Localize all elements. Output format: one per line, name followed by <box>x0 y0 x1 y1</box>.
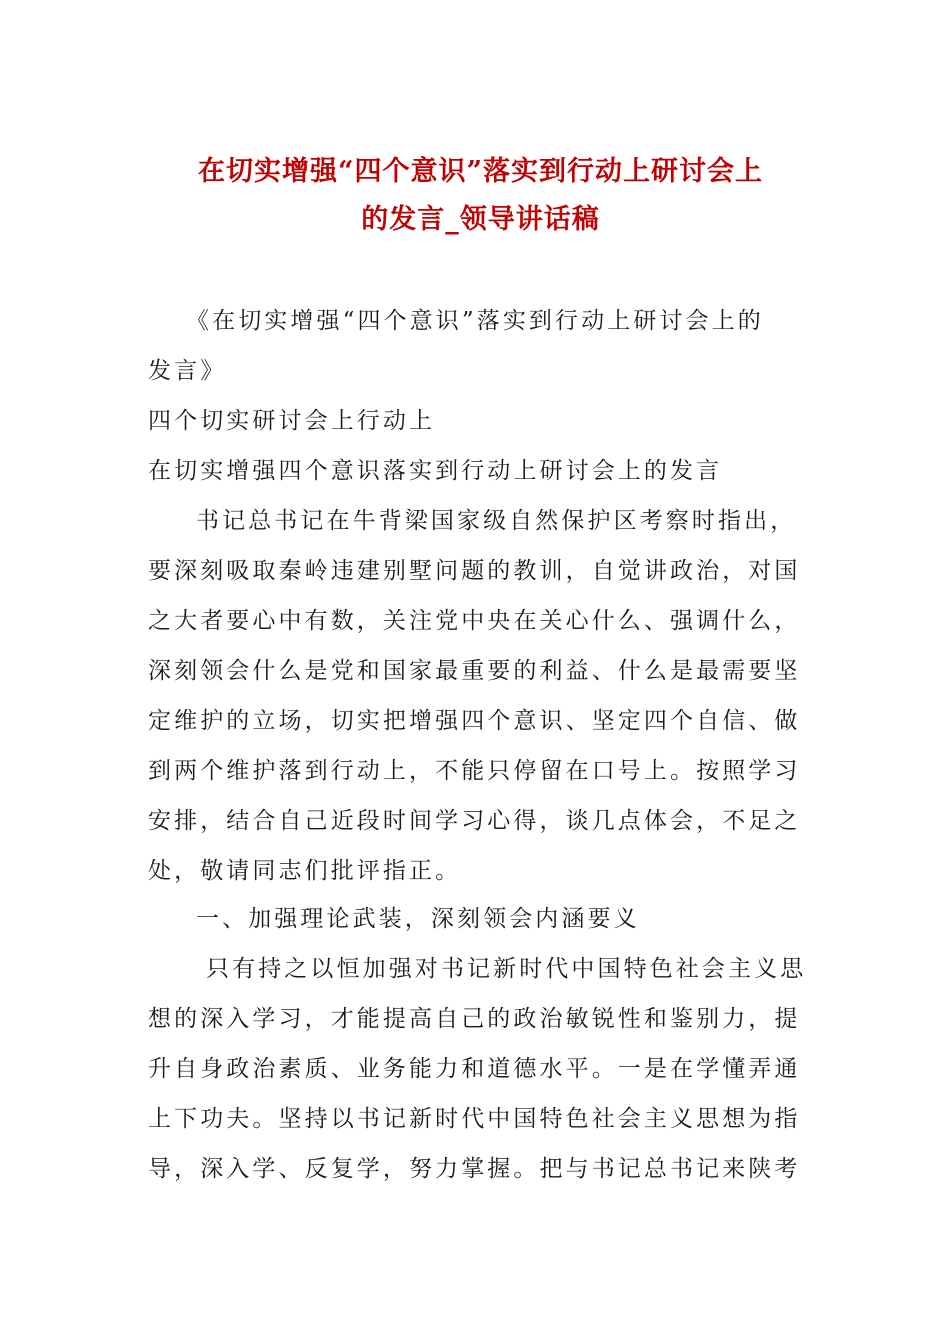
body-line-5: 书记总书记在牛背梁国家级自然保护区考察时指出， <box>196 508 797 534</box>
body-line-2: 发言》 <box>148 358 227 384</box>
body-line-17: 上下功夫。坚持以书记新时代中国特色社会主义思想为指 <box>148 1106 801 1132</box>
body-line-18: 导，深入学、反复学，努力掌握。把与书记总书记来陕考 <box>148 1156 801 1182</box>
body-line-13: 一、加强理论武装，深刻领会内涵要义 <box>196 906 640 932</box>
body-line-16: 升自身政治素质、业务能力和道德水平。一是在学懂弄通 <box>148 1056 801 1082</box>
document-title-line-2: 的发言_领导讲话稿 <box>361 204 600 235</box>
body-line-4: 在切实增强四个意识落实到行动上研讨会上的发言 <box>148 458 723 484</box>
body-line-7: 之大者要心中有数，关注党中央在关心什么、强调什么， <box>148 608 801 634</box>
body-line-11: 安排，结合自己近段时间学习心得，谈几点体会，不足之 <box>148 808 801 834</box>
body-line-9: 定维护的立场，切实把增强四个意识、坚定四个自信、做 <box>148 708 801 734</box>
body-line-1: 《在切实增强“四个意识”落实到行动上研讨会上的 <box>186 308 764 334</box>
body-line-6: 要深刻吸取秦岭违建别墅问题的教训，自觉讲政治，对国 <box>148 558 801 584</box>
body-line-10: 到两个维护落到行动上，不能只停留在口号上。按照学习 <box>148 758 801 784</box>
body-line-15: 想的深入学习，才能提高自己的政治敏锐性和鉴别力，提 <box>148 1006 801 1032</box>
body-line-12: 处，敬请同志们批评指正。 <box>148 858 462 884</box>
document-title-line-1: 在切实增强“四个意识”落实到行动上研讨会上 <box>197 156 764 187</box>
body-line-3: 四个切实研讨会上行动上 <box>148 408 436 434</box>
body-line-14: 只有持之以恒加强对书记新时代中国特色社会主义思 <box>206 956 807 982</box>
body-line-8: 深刻领会什么是党和国家最重要的利益、什么是最需要坚 <box>148 658 801 684</box>
